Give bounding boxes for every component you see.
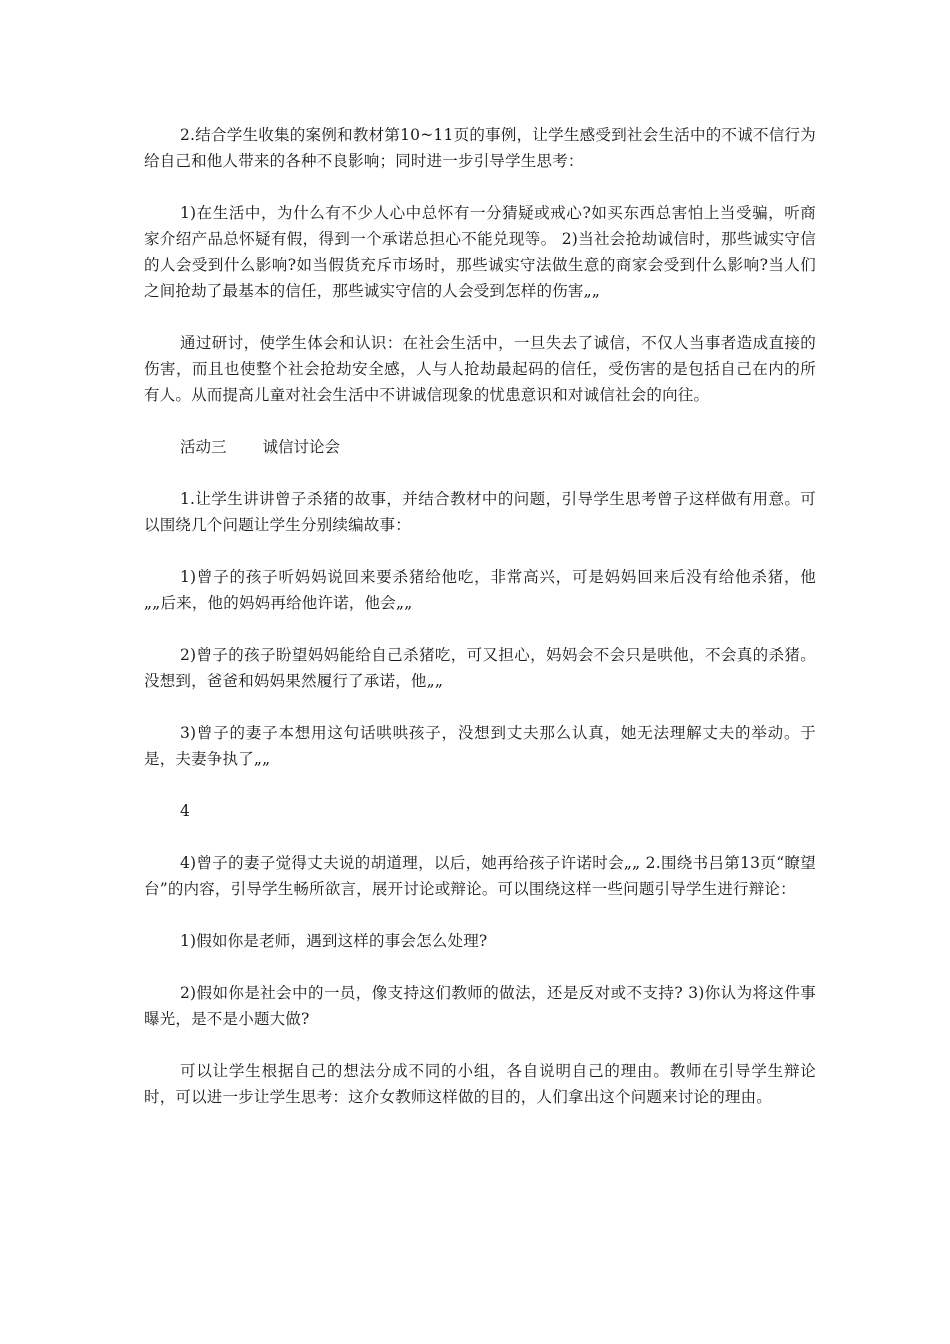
paragraph-story-option-1: 1)曾子的孩子听妈妈说回来要杀猪给他吃，非常高兴，可是妈妈回来后没有给他杀猪，他„„后来，他的妈妈再给他许诺，他会„„ (144, 568, 816, 612)
paragraph-debate-question-1: 1)假如你是老师，遇到这样的事会怎么处理? (180, 932, 488, 950)
paragraph-story-option-3: 3)曾子的妻子本想用这句话哄哄孩子，没想到丈夫那么认真，她无法理解丈夫的举动。于是，夫妻争执了„„ (144, 724, 816, 768)
paragraph-story-option-4: 4)曾子的妻子觉得丈夫说的胡道理，以后，她再给孩子许诺时会„„ 2.围绕书吕第13页“瞭望台”的内容，引导学生畅所欲言，展开讨论或辩论。可以围绕这样一些问题引导学生进行辩论： (144, 854, 816, 898)
paragraph-impact-intro: 2.结合学生收集的案例和教材第10~11页的事例，让学生感受到社会生活中的不诚不信行为给自己和他人带来的各种不良影响；同时进一步引导学生思考： (144, 126, 816, 170)
paragraph-conclusion: 通过研讨，使学生体会和认识：在社会生活中，一旦失去了诚信，不仅人当事者造成直接的伤害，而且也使整个社会抢劫安全感，人与人抢劫最起码的信任，受伤害的是包括自己在内的所有人。从而提高儿童对社会生活中不讲诚信现象的忧患意识和对诚信社会的向往。 (144, 334, 816, 404)
activity-title: 诚信讨论会 (262, 438, 341, 456)
paragraph-story-option-2: 2)曾子的孩子盼望妈妈能给自己杀猪吃，可又担心，妈妈会不会只是哄他，不会真的杀猪。没想到，爸爸和妈妈果然履行了承诺，他„„ (144, 646, 816, 690)
paragraph-questions: 1)在生活中，为什么有不少人心中总怀有一分猜疑或戒心?如买东西总害怕上当受骗，听商家介绍产品总怀疑有假，得到一个承诺总担心不能兑现等。 2)当社会抢劫诚信时，那些诚实守信的人会受到什么影响?如当假货充斥市场时，那些诚实守法做生意的商家会受到什么影响?当人们之间抢劫了最基本的信任，那些诚实守信的人会受到怎样的伤害„„ (144, 204, 816, 300)
activity-heading (144, 434, 816, 460)
page-number: 4 (180, 802, 190, 820)
paragraph-debate-question-2: 2)假如你是社会中的一员，像支持这们教师的做法，还是反对或不支持? 3)你认为将这件事曝光，是不是小题大做? (144, 984, 816, 1028)
paragraph-zengzi-story: 1.让学生讲讲曾子杀猪的故事，并结合教材中的问题，引导学生思考曾子这样做有用意。可以围绕几个问题让学生分别续编故事： (144, 490, 816, 534)
document-page (144, 122, 816, 1136)
paragraph-debate-closing: 可以让学生根据自己的想法分成不同的小组，各自说明自己的理由。教师在引导学生辩论时，可以进一步让学生思考：这介女教师这样做的目的，人们拿出这个问题来讨论的理由。 (144, 1062, 816, 1106)
activity-label: 活动三 (180, 438, 227, 456)
